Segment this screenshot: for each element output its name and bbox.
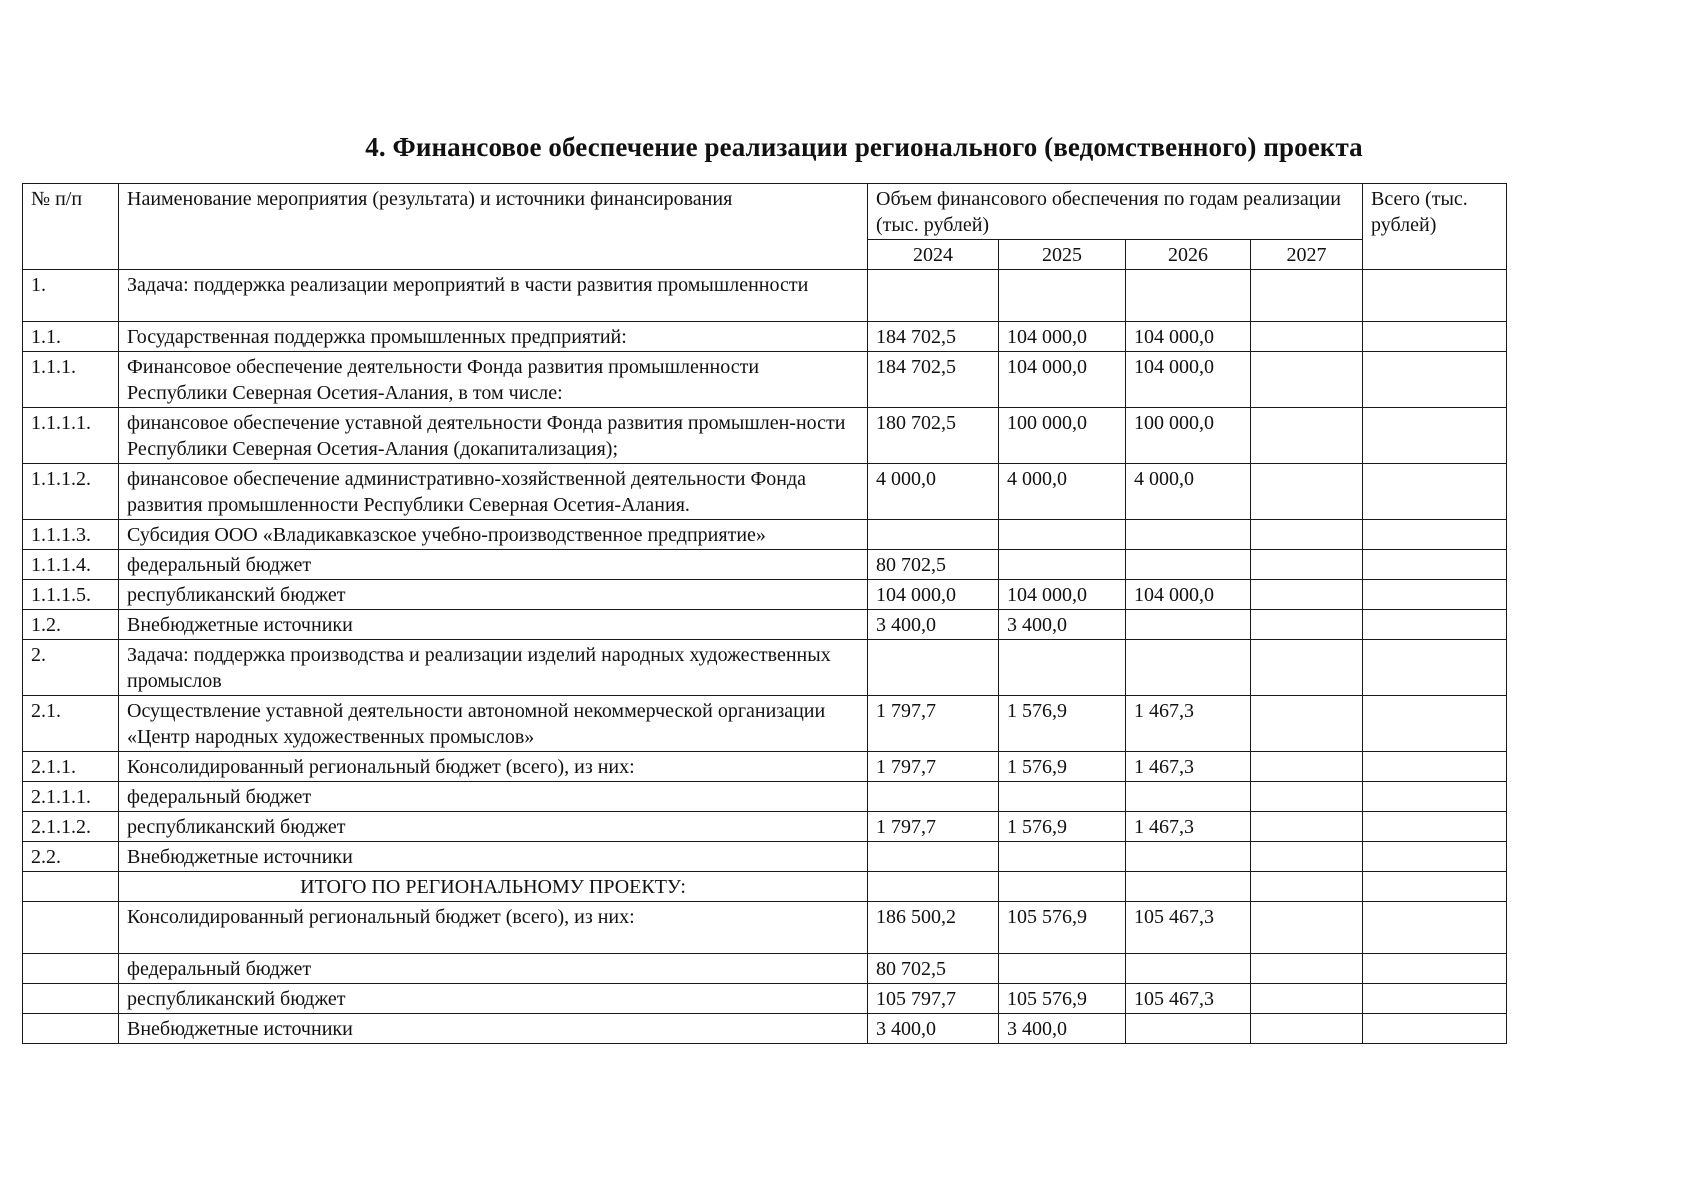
value-2027 <box>1251 954 1363 984</box>
row-name: федеральный бюджет <box>119 550 868 580</box>
row-number: 2.1.1. <box>23 752 119 782</box>
row-number <box>23 954 119 984</box>
value-2025: 104 000,0 <box>999 352 1126 408</box>
value-2027 <box>1251 352 1363 408</box>
value-2025 <box>999 782 1126 812</box>
value-total <box>1363 270 1507 322</box>
value-2026: 100 000,0 <box>1126 408 1251 464</box>
table-row <box>23 520 1507 550</box>
value-2024: 180 702,5 <box>868 408 999 464</box>
value-2025: 105 576,9 <box>999 984 1126 1014</box>
header-year-2025: 2025 <box>999 240 1126 270</box>
value-2026: 104 000,0 <box>1126 352 1251 408</box>
table-row <box>23 464 1507 520</box>
financing-table <box>22 183 1507 1044</box>
value-2026 <box>1126 1014 1251 1044</box>
value-total <box>1363 408 1507 464</box>
row-number: 2.1.1.2. <box>23 812 119 842</box>
value-total <box>1363 782 1507 812</box>
value-2024: 104 000,0 <box>868 580 999 610</box>
value-total <box>1363 640 1507 696</box>
value-2026 <box>1126 842 1251 872</box>
table-row <box>23 954 1507 984</box>
row-name: Внебюджетные источники <box>119 610 868 640</box>
value-2027 <box>1251 464 1363 520</box>
value-2026 <box>1126 520 1251 550</box>
value-2025: 104 000,0 <box>999 580 1126 610</box>
value-2024 <box>868 782 999 812</box>
row-name: Внебюджетные источники <box>119 842 868 872</box>
header-number: № п/п <box>23 184 119 270</box>
value-2025: 3 400,0 <box>999 610 1126 640</box>
value-2025 <box>999 270 1126 322</box>
table-row <box>23 270 1507 322</box>
row-number: 1. <box>23 270 119 322</box>
value-2027 <box>1251 270 1363 322</box>
value-2027 <box>1251 322 1363 352</box>
value-2024: 184 702,5 <box>868 352 999 408</box>
value-2026: 1 467,3 <box>1126 752 1251 782</box>
row-name: Задача: поддержка производства и реализации изделий народных художественных промыслов <box>119 640 868 696</box>
value-2024: 80 702,5 <box>868 550 999 580</box>
row-number: 1.1.1.4. <box>23 550 119 580</box>
row-number: 2.1.1.1. <box>23 782 119 812</box>
table-row <box>23 322 1507 352</box>
row-number: 2.1. <box>23 696 119 752</box>
table-row <box>23 812 1507 842</box>
header-total: Всего (тыс. рублей) <box>1363 184 1507 270</box>
value-2025: 1 576,9 <box>999 696 1126 752</box>
table-row <box>23 550 1507 580</box>
row-name: Государственная поддержка промышленных предприятий: <box>119 322 868 352</box>
value-2024: 105 797,7 <box>868 984 999 1014</box>
value-2027 <box>1251 408 1363 464</box>
row-name: Задача: поддержка реализации мероприятий в части развития промышленности <box>119 270 868 322</box>
table-row <box>23 352 1507 408</box>
value-2024 <box>868 640 999 696</box>
value-2027 <box>1251 782 1363 812</box>
value-total <box>1363 580 1507 610</box>
value-2026 <box>1126 610 1251 640</box>
value-2027 <box>1251 640 1363 696</box>
value-2026 <box>1126 954 1251 984</box>
value-2027 <box>1251 520 1363 550</box>
value-total <box>1363 842 1507 872</box>
value-total <box>1363 1014 1507 1044</box>
value-2027 <box>1251 872 1363 902</box>
value-2025: 100 000,0 <box>999 408 1126 464</box>
value-2026: 104 000,0 <box>1126 322 1251 352</box>
row-name: Консолидированный региональный бюджет (всего), из них: <box>119 752 868 782</box>
table-row <box>23 1014 1507 1044</box>
table-row <box>23 580 1507 610</box>
value-2027 <box>1251 812 1363 842</box>
row-name: ИТОГО ПО РЕГИОНАЛЬНОМУ ПРОЕКТУ: <box>119 872 868 902</box>
value-2024: 1 797,7 <box>868 812 999 842</box>
row-name: федеральный бюджет <box>119 782 868 812</box>
value-2025 <box>999 520 1126 550</box>
value-2027 <box>1251 1014 1363 1044</box>
value-2024: 186 500,2 <box>868 902 999 954</box>
value-total <box>1363 550 1507 580</box>
value-2027 <box>1251 752 1363 782</box>
value-total <box>1363 984 1507 1014</box>
value-total <box>1363 752 1507 782</box>
value-2026 <box>1126 270 1251 322</box>
value-total <box>1363 464 1507 520</box>
value-total <box>1363 696 1507 752</box>
page-title: 4. Финансовое обеспечение реализации регионального (ведомственного) проекта <box>365 132 1363 162</box>
row-number: 1.1.1.1. <box>23 408 119 464</box>
value-2024: 80 702,5 <box>868 954 999 984</box>
row-number: 1.1. <box>23 322 119 352</box>
value-2026 <box>1126 640 1251 696</box>
value-2026 <box>1126 872 1251 902</box>
value-2025 <box>999 954 1126 984</box>
value-total <box>1363 520 1507 550</box>
value-2025 <box>999 872 1126 902</box>
value-total <box>1363 812 1507 842</box>
value-2027 <box>1251 902 1363 954</box>
header-row <box>23 184 1507 240</box>
row-number: 1.1.1.3. <box>23 520 119 550</box>
row-name: Внебюджетные источники <box>119 1014 868 1044</box>
value-2025 <box>999 550 1126 580</box>
row-number: 1.1.1.5. <box>23 580 119 610</box>
value-total <box>1363 872 1507 902</box>
value-total <box>1363 610 1507 640</box>
header-name: Наименование мероприятия (результата) и источники финансирования <box>119 184 868 270</box>
table-row <box>23 842 1507 872</box>
value-2026: 1 467,3 <box>1126 812 1251 842</box>
row-name: Финансовое обеспечение деятельности Фонда развития промышленности Республики Северная Осетия-Алания, в том числе: <box>119 352 868 408</box>
row-name: Осуществление уставной деятельности автономной некоммерческой организации «Центр народных художественных промыслов» <box>119 696 868 752</box>
row-name: республиканский бюджет <box>119 812 868 842</box>
value-2024: 1 797,7 <box>868 752 999 782</box>
value-2027 <box>1251 842 1363 872</box>
header-year-2026: 2026 <box>1126 240 1251 270</box>
value-2026: 105 467,3 <box>1126 984 1251 1014</box>
value-2024: 3 400,0 <box>868 610 999 640</box>
value-2025: 104 000,0 <box>999 322 1126 352</box>
value-2024 <box>868 270 999 322</box>
table-row <box>23 752 1507 782</box>
table-row <box>23 872 1507 902</box>
table-row <box>23 610 1507 640</box>
row-name: Субсидия ООО «Владикавказское учебно-производственное предприятие» <box>119 520 868 550</box>
row-number <box>23 1014 119 1044</box>
header-year-2027: 2027 <box>1251 240 1363 270</box>
value-2025 <box>999 640 1126 696</box>
value-2027 <box>1251 696 1363 752</box>
row-number <box>23 872 119 902</box>
value-2024: 3 400,0 <box>868 1014 999 1044</box>
value-2027 <box>1251 580 1363 610</box>
row-name: республиканский бюджет <box>119 984 868 1014</box>
table-row <box>23 902 1507 954</box>
value-2024: 4 000,0 <box>868 464 999 520</box>
value-2026: 1 467,3 <box>1126 696 1251 752</box>
value-2024: 1 797,7 <box>868 696 999 752</box>
value-2027 <box>1251 550 1363 580</box>
row-number <box>23 902 119 954</box>
value-total <box>1363 902 1507 954</box>
row-name: республиканский бюджет <box>119 580 868 610</box>
value-2026: 104 000,0 <box>1126 580 1251 610</box>
value-2025: 4 000,0 <box>999 464 1126 520</box>
row-number: 1.2. <box>23 610 119 640</box>
table-row <box>23 408 1507 464</box>
value-total <box>1363 352 1507 408</box>
value-total <box>1363 954 1507 984</box>
value-2026: 4 000,0 <box>1126 464 1251 520</box>
header-year-2024: 2024 <box>868 240 999 270</box>
table-row <box>23 782 1507 812</box>
value-2027 <box>1251 610 1363 640</box>
row-number: 2. <box>23 640 119 696</box>
row-number: 1.1.1. <box>23 352 119 408</box>
row-name: финансовое обеспечение административно-хозяйственной деятельности Фонда развития промышленности Республики Северная Осетия-Алания. <box>119 464 868 520</box>
value-2025: 1 576,9 <box>999 812 1126 842</box>
value-2024 <box>868 842 999 872</box>
value-2025: 105 576,9 <box>999 902 1126 954</box>
value-2025: 3 400,0 <box>999 1014 1126 1044</box>
value-2026 <box>1126 782 1251 812</box>
value-2025 <box>999 842 1126 872</box>
value-2024 <box>868 520 999 550</box>
table-row <box>23 984 1507 1014</box>
row-number: 2.2. <box>23 842 119 872</box>
row-name: федеральный бюджет <box>119 954 868 984</box>
value-2024 <box>868 872 999 902</box>
value-2027 <box>1251 984 1363 1014</box>
table-row <box>23 640 1507 696</box>
table-row <box>23 696 1507 752</box>
value-2026 <box>1126 550 1251 580</box>
row-name: финансовое обеспечение уставной деятельности Фонда развития промышлен-ности Республики Северная Осетия-Алания (докапитализация); <box>119 408 868 464</box>
value-2025: 1 576,9 <box>999 752 1126 782</box>
header-volume: Объем финансового обеспечения по годам реализации (тыс. рублей) <box>868 184 1363 240</box>
row-number: 1.1.1.2. <box>23 464 119 520</box>
row-name: Консолидированный региональный бюджет (всего), из них: <box>119 902 868 954</box>
row-number <box>23 984 119 1014</box>
value-2024: 184 702,5 <box>868 322 999 352</box>
value-total <box>1363 322 1507 352</box>
value-2026: 105 467,3 <box>1126 902 1251 954</box>
